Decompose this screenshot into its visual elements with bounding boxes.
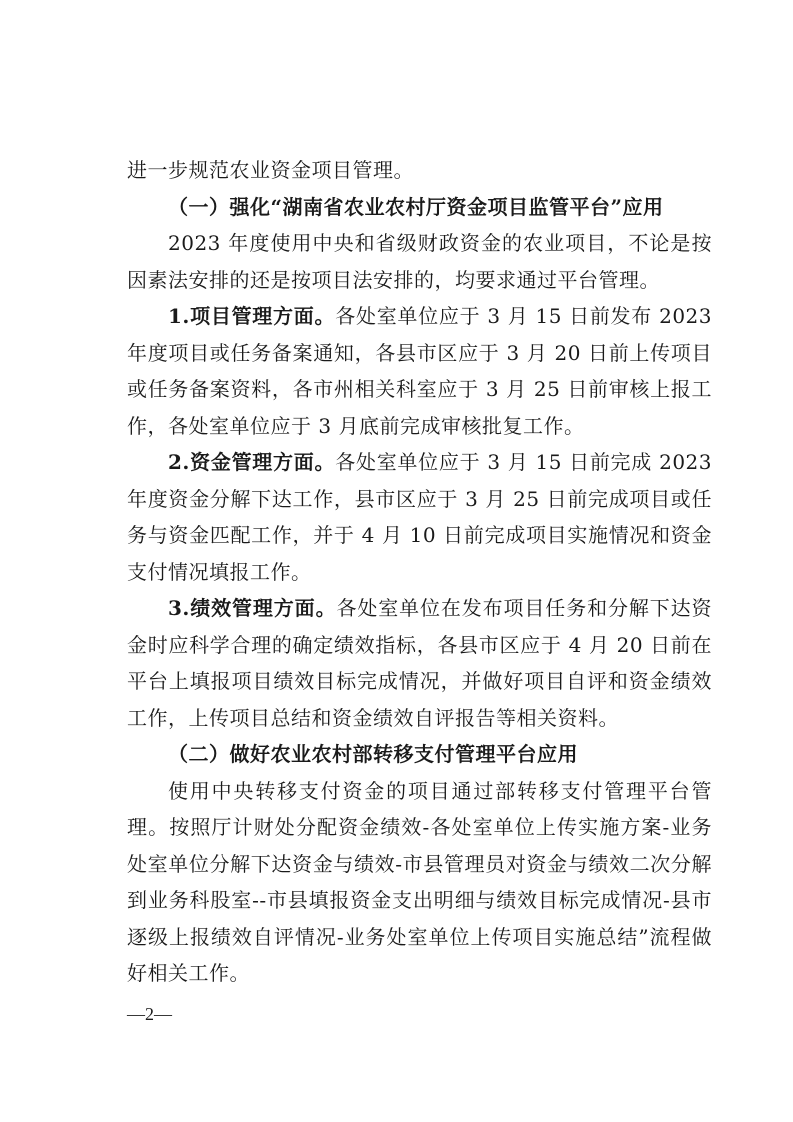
- item-performance-management-lead: 3.绩效管理方面。: [168, 596, 337, 620]
- page-number: —2—: [127, 1004, 172, 1024]
- item-performance-management: [127, 590, 712, 736]
- item-performance-management-body: 各处室单位在发布项目任务和分解下达资金时应科学合理的确定绩效指标，各县市区应于 4 月 20 日前在平台上填报项目绩效目标完成情况，并做好项目自评和资金绩效工作，上传项目总结和资金绩效自评报告等相关资料。: [127, 596, 713, 730]
- paragraph-transfer-payment: 使用中央转移支付资金的项目通过部转移支付管理平台管理。按照厅计财处分配资金绩效-各处室单位上传实施方案-业务处室单位分解下达资金与绩效-市县管理员对资金与绩效二次分解到业务科股室--市县填报资金支出明细与绩效目标完成情况-县市逐级上报绩效自评情况-业务处室单位上传项目实施总结”流程做好相关工作。: [127, 778, 712, 985]
- item-fund-management-lead: 2.资金管理方面。: [168, 450, 336, 474]
- item-fund-management-body: 各处室单位应于 3 月 15 日前完成 2023 年度资金分解下达工作，县市区应于 3 月 25 日前完成项目或任务与资金匹配工作，并于 4 月 10 日前完成项目实施情况和资金支付情况填报工作。: [127, 450, 713, 584]
- document-body: [127, 152, 712, 992]
- section-heading-2: （二）做好农业农村部转移支付管理平台应用: [168, 742, 578, 766]
- item-project-management-lead: 1.项目管理方面。: [168, 304, 336, 328]
- section-heading-1: （一）强化“湖南省农业农村厅资金项目监管平台”应用: [168, 194, 664, 219]
- paragraph-continuation: 进一步规范农业资金项目管理。: [127, 158, 414, 182]
- paragraph-platform-scope: 2023 年度使用中央和省级财政资金的农业项目，不论是按因素法安排的还是按项目法安排的，均要求通过平台管理。: [127, 231, 712, 292]
- item-project-management-body: 各处室单位应于 3 月 15 日前发布 2023 年度项目或任务备案通知，各县市区应于 3 月 20 日前上传项目或任务备案资料，各市州相关科室应于 3 月 25 日前审核上报工作，各处室单位应于 3 月底前完成审核批复工作。: [127, 304, 713, 438]
- item-project-management: [127, 298, 712, 444]
- item-fund-management: [127, 444, 712, 590]
